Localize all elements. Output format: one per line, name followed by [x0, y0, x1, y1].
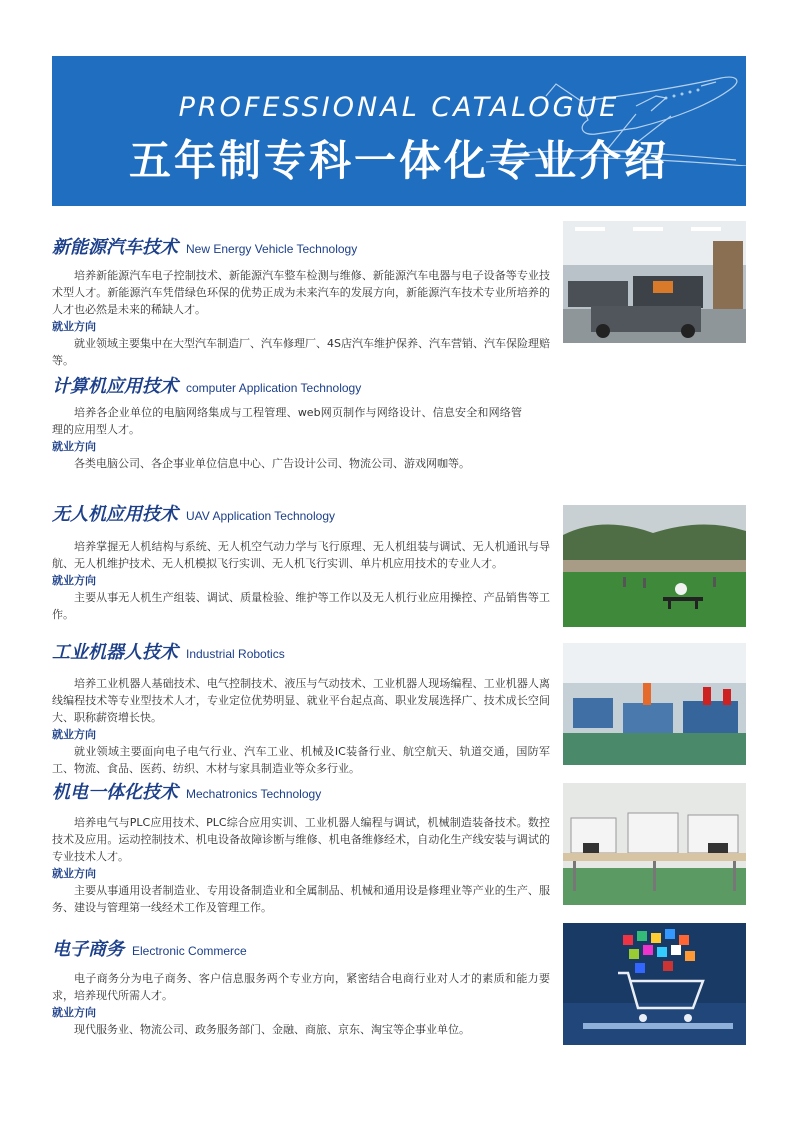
- section-title-cn: 新能源汽车技术: [52, 237, 178, 258]
- section-title-en: Industrial Robotics: [186, 647, 285, 661]
- employment-text: 就业领域主要集中在大型汽车制造厂、汽车修理厂、4S店汽车维护保养、汽车营销、汽车保险理赔等。: [52, 337, 550, 367]
- photo-mechatronics-lab: [563, 783, 746, 905]
- section-title: [52, 778, 550, 804]
- catalogue-title-en: PROFESSIONAL CATALOGUE: [178, 92, 620, 123]
- section-industrial-robotics: [52, 638, 550, 777]
- catalogue-title-cn: 五年制专科一体化专业介绍: [128, 136, 669, 185]
- section-title-en: computer Application Technology: [186, 381, 362, 395]
- section-description: 培养新能源汽车电子控制技术、新能源汽车整车检测与维修、新能源汽车电器与电子设备等专业技术型人才。新能源汽车凭借绿色环保的优势正成为未来汽车的发展方向，新能源汽车技术专业所培养的人才也必然是未来的稀缺人才。: [52, 269, 550, 316]
- employment-label: 就业方向: [52, 320, 96, 333]
- section-title-en: UAV Application Technology: [186, 509, 335, 523]
- photo-ecommerce-cart: [563, 923, 746, 1045]
- section-title-cn: 无人机应用技术: [52, 504, 178, 525]
- section-title-en: Electronic Commerce: [132, 944, 247, 958]
- employment-text: 就业领域主要面向电子电气行业、汽车工业、机械及IC装备行业、航空航天、轨道交通，国防军工、物流、食品、医药、纺织、木材与家具制造业等众多行业。: [52, 745, 550, 775]
- header-banner: [52, 56, 746, 206]
- section-computer-application: [52, 372, 522, 472]
- employment-text: 主要从事通用设者制造业、专用设备制造业和全属制品、机械和通用设是修理业等产业的生产、服务、建设与管理第一线经术工作及管理工作。: [52, 884, 550, 914]
- employment-label: 就业方向: [52, 867, 96, 880]
- section-uav-application: [52, 500, 550, 623]
- employment-text: 现代服务业、物流公司、政务服务部门、金融、商旅、京东、淘宝等企事业单位。: [74, 1023, 470, 1036]
- section-description: 电子商务分为电子商务、客户信息服务两个专业方向，紧密结合电商行业对人才的素质和能力要求，培养现代所需人才。: [52, 972, 550, 1002]
- section-title-cn: 工业机器人技术: [52, 642, 178, 663]
- section-title: [52, 935, 550, 961]
- section-title: [52, 233, 550, 259]
- section-title-cn: 电子商务: [52, 939, 124, 960]
- employment-label: 就业方向: [52, 440, 96, 453]
- photo-uav-field: [563, 505, 746, 627]
- section-description: 培养掌握无人机结构与系统、无人机空气动力学与飞行原理、无人机组装与调试、无人机通讯与导航、无人机维护技术、无人机模拟飞行实训、无人机飞行实训、单片机应用技术的专业人才。: [52, 540, 550, 570]
- section-title: [52, 372, 522, 398]
- section-description: 培养各企业单位的电脑网络集成与工程管理、web网页制作与网络设计、信息安全和网络管理的应用型人才。: [52, 406, 522, 436]
- employment-text: 各类电脑公司、各企事业单位信息中心、广告设计公司、物流公司、游戏网咖等。: [74, 457, 470, 470]
- section-title-en: New Energy Vehicle Technology: [186, 242, 358, 256]
- section-title: [52, 638, 550, 664]
- section-title: [52, 500, 550, 526]
- employment-text: 主要从事无人机生产组装、调试、质量检验、维护等工作以及无人机行业应用操控、产品销售等工作。: [52, 591, 550, 621]
- section-new-energy-vehicle: [52, 233, 550, 369]
- section-title-cn: 机电一体化技术: [52, 782, 178, 803]
- employment-label: 就业方向: [52, 1006, 96, 1019]
- photo-vehicle-workshop: [563, 221, 746, 343]
- photo-robotics-lab: [563, 643, 746, 765]
- section-title-en: Mechatronics Technology: [186, 787, 322, 801]
- section-mechatronics: [52, 778, 550, 916]
- section-description: 培养工业机器人基础技术、电气控制技术、液压与气动技术、工业机器人现场编程、工业机器人离线编程技术等专业型技术人才，专业定位优势明显、就业平台起点高、职业发展选择广、技术成长空间大、职称薪资增长快。: [52, 677, 550, 724]
- employment-label: 就业方向: [52, 728, 96, 741]
- section-title-cn: 计算机应用技术: [52, 376, 178, 397]
- section-description: 培养电气与PLC应用技术、PLC综合应用实训、工业机器人编程与调试，机械制造装备技术。数控技术及应用。运动控制技术、机电设备故障诊断与维修、机电备维修经术，自动化生产线安装与调试的专业技术人才。: [52, 816, 550, 863]
- section-electronic-commerce: [52, 935, 550, 1038]
- employment-label: 就业方向: [52, 574, 96, 587]
